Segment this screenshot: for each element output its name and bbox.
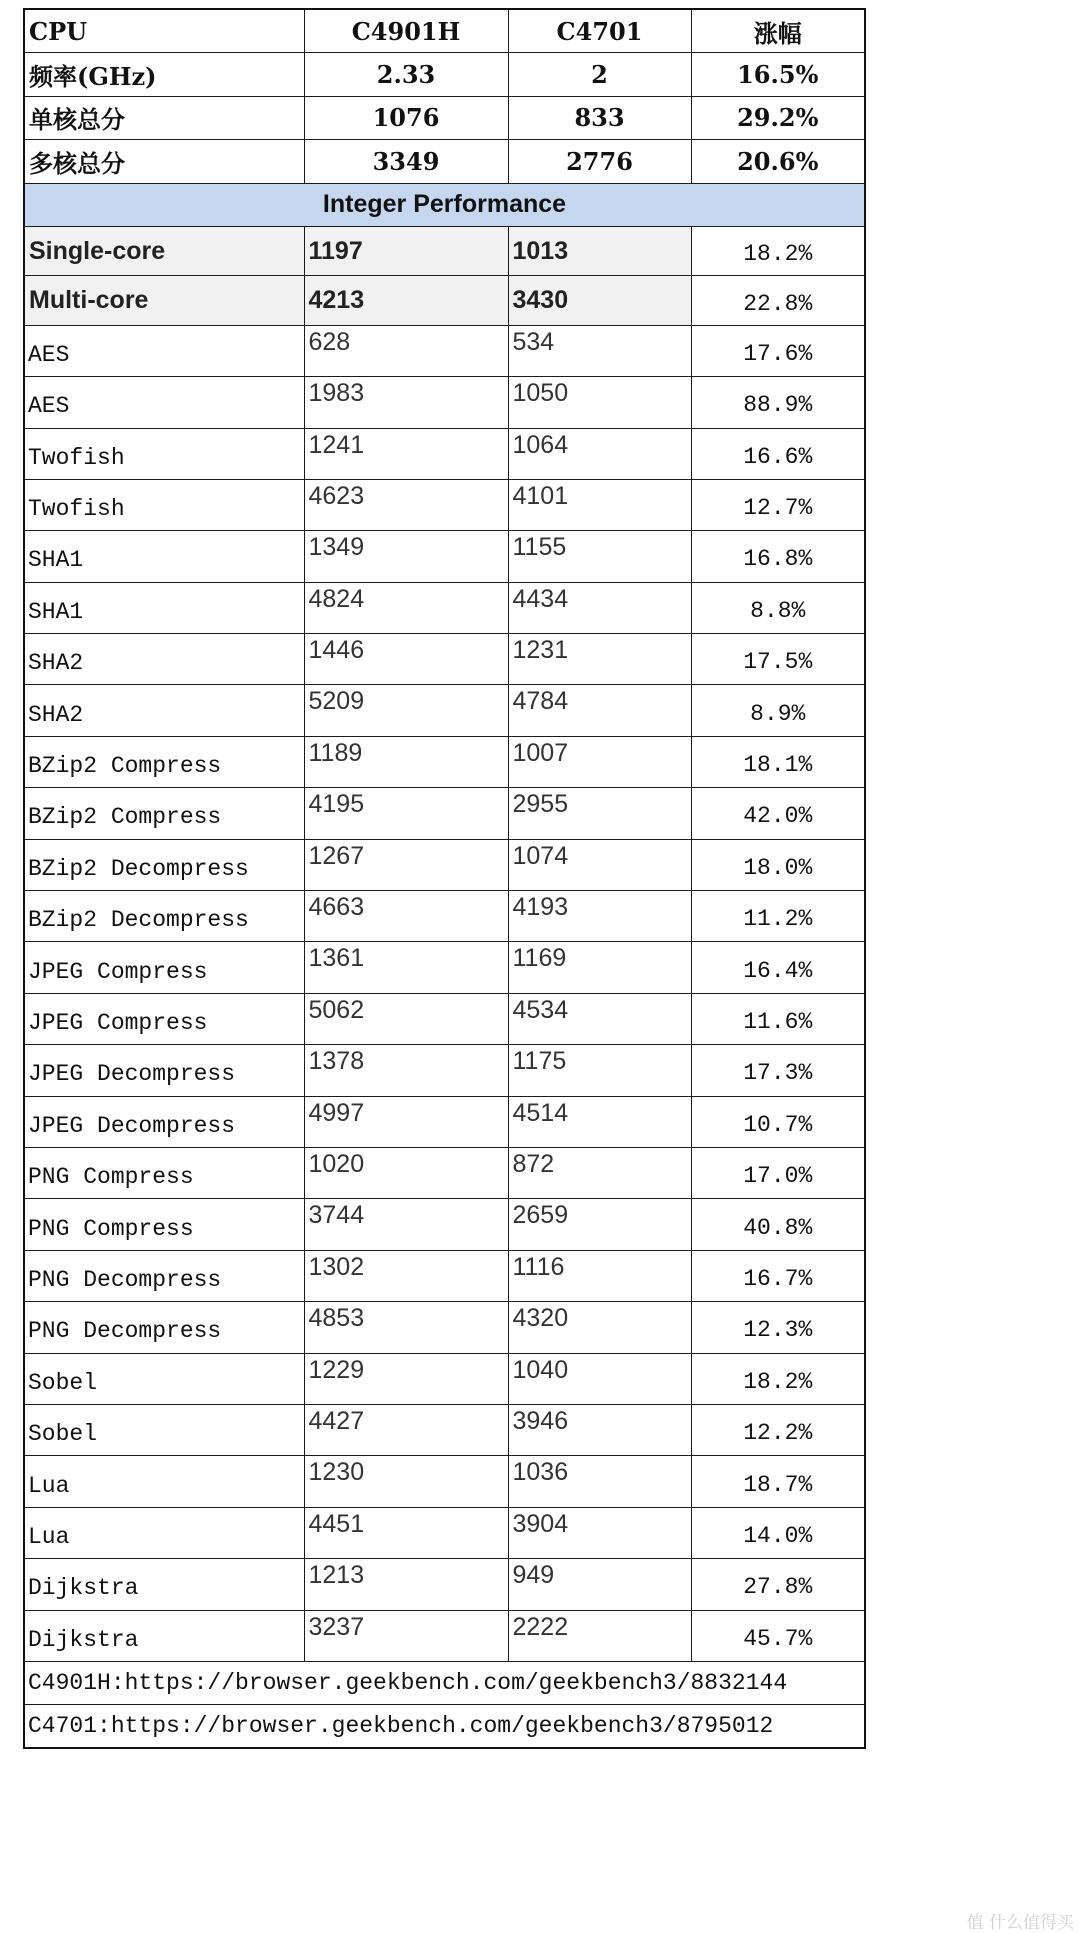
- c4701-value: 2659: [508, 1199, 691, 1250]
- row-label: JPEG Decompress: [24, 1096, 304, 1147]
- c4901h-value: 4997: [304, 1096, 508, 1147]
- c4901h-value: 1020: [304, 1147, 508, 1198]
- row-label: Lua: [24, 1456, 304, 1507]
- row-label: Lua: [24, 1507, 304, 1558]
- c4701-value: 3946: [508, 1404, 691, 1455]
- increase-value: 12.7%: [691, 479, 865, 530]
- c4701-value: 1116: [508, 1250, 691, 1301]
- c4901h-value: 1229: [304, 1353, 508, 1404]
- c4901h-value: 4451: [304, 1507, 508, 1558]
- c4701-value: 1155: [508, 531, 691, 582]
- c4701-value: 2222: [508, 1610, 691, 1661]
- table-row: [24, 531, 865, 582]
- table-row: [24, 942, 865, 993]
- c4701-value: 949: [508, 1559, 691, 1610]
- increase-value: 16.6%: [691, 428, 865, 479]
- row-label: Twofish: [24, 428, 304, 479]
- c4901h-value: 2.33: [304, 53, 508, 96]
- increase-value: 18.7%: [691, 1456, 865, 1507]
- increase-value: 8.8%: [691, 582, 865, 633]
- increase-value: 16.8%: [691, 531, 865, 582]
- c4901h-value: 628: [304, 325, 508, 376]
- c4901h-value: 4623: [304, 479, 508, 530]
- row-label: 单核总分: [24, 96, 304, 139]
- increase-value: 17.6%: [691, 325, 865, 376]
- c4701-value: 2776: [508, 140, 691, 183]
- table-row: [24, 1507, 865, 1558]
- table-row: [24, 1353, 865, 1404]
- increase-value: 16.5%: [691, 53, 865, 96]
- increase-value: 40.8%: [691, 1199, 865, 1250]
- table-row: [24, 1302, 865, 1353]
- increase-value: 14.0%: [691, 1507, 865, 1558]
- benchmark-table: [23, 8, 866, 1749]
- c4901h-value: 3744: [304, 1199, 508, 1250]
- c4701-value: 4784: [508, 685, 691, 736]
- table-row: [24, 1456, 865, 1507]
- row-label: BZip2 Compress: [24, 736, 304, 787]
- c4701-value: 1007: [508, 736, 691, 787]
- row-label: BZip2 Compress: [24, 788, 304, 839]
- table-row: [24, 1404, 865, 1455]
- table-row: [24, 428, 865, 479]
- c4701-value: 534: [508, 325, 691, 376]
- row-label: SHA2: [24, 685, 304, 736]
- row-label: SHA2: [24, 634, 304, 685]
- row-label: Sobel: [24, 1353, 304, 1404]
- table-row: [24, 1610, 865, 1661]
- row-label: AES: [24, 377, 304, 428]
- c4901h-value: 1446: [304, 634, 508, 685]
- c4901h-value: 1349: [304, 531, 508, 582]
- watermark: 值 什么值得买: [966, 1913, 1074, 1933]
- c4701-value: 2955: [508, 788, 691, 839]
- row-label: PNG Decompress: [24, 1250, 304, 1301]
- c4701-value: 4514: [508, 1096, 691, 1147]
- table-row: [24, 891, 865, 942]
- row-label: PNG Compress: [24, 1147, 304, 1198]
- c4701-value: 4320: [508, 1302, 691, 1353]
- section-header-row: [24, 183, 865, 226]
- c4901h-value: 1230: [304, 1456, 508, 1507]
- row-label: SHA1: [24, 582, 304, 633]
- summary-row-single-core: [24, 226, 865, 275]
- increase-value: 22.8%: [691, 276, 865, 325]
- c4901h-value: 3349: [304, 140, 508, 183]
- increase-value: 10.7%: [691, 1096, 865, 1147]
- summary-row-multi-core: [24, 276, 865, 325]
- increase-value: 18.2%: [691, 226, 865, 275]
- c4901h-value: 1197: [304, 226, 508, 275]
- c4901h-value: 4427: [304, 1404, 508, 1455]
- row-label: AES: [24, 325, 304, 376]
- column-header-c4901h: C4901H: [304, 9, 508, 53]
- c4901h-value: 1241: [304, 428, 508, 479]
- c4901h-value: 1213: [304, 1559, 508, 1610]
- c4701-value: 1050: [508, 377, 691, 428]
- row-label: BZip2 Decompress: [24, 891, 304, 942]
- row-label: BZip2 Decompress: [24, 839, 304, 890]
- c4701-value: 1040: [508, 1353, 691, 1404]
- single-core-total-row: [24, 96, 865, 139]
- table-row: [24, 1250, 865, 1301]
- increase-value: 29.2%: [691, 96, 865, 139]
- row-label: 频率(GHz): [24, 53, 304, 96]
- c4701-value: 1013: [508, 226, 691, 275]
- increase-value: 45.7%: [691, 1610, 865, 1661]
- table-row: [24, 377, 865, 428]
- row-label: Dijkstra: [24, 1610, 304, 1661]
- increase-value: 17.5%: [691, 634, 865, 685]
- c4701-value: 2: [508, 53, 691, 96]
- table-row: [24, 993, 865, 1044]
- c4701-value: 1064: [508, 428, 691, 479]
- multi-core-total-row: [24, 140, 865, 183]
- table-row: [24, 1147, 865, 1198]
- c4701-value: 1231: [508, 634, 691, 685]
- c4901h-value: 4824: [304, 582, 508, 633]
- c4701-value: 3904: [508, 1507, 691, 1558]
- row-label: PNG Decompress: [24, 1302, 304, 1353]
- row-label: SHA1: [24, 531, 304, 582]
- increase-value: 17.0%: [691, 1147, 865, 1198]
- row-label: Sobel: [24, 1404, 304, 1455]
- row-label: Single-core: [24, 226, 304, 275]
- c4701-value: 4434: [508, 582, 691, 633]
- row-label: JPEG Compress: [24, 993, 304, 1044]
- column-header-c4701: C4701: [508, 9, 691, 53]
- c4901h-value: 1189: [304, 736, 508, 787]
- c4701-value: 1036: [508, 1456, 691, 1507]
- source-row-c4701: [24, 1704, 865, 1748]
- c4901h-value: 4663: [304, 891, 508, 942]
- c4901h-value: 4853: [304, 1302, 508, 1353]
- increase-value: 18.1%: [691, 736, 865, 787]
- c4701-value: 3430: [508, 276, 691, 325]
- c4901h-value: 1361: [304, 942, 508, 993]
- column-header-increase: 涨幅: [691, 9, 865, 53]
- c4901h-value: 1983: [304, 377, 508, 428]
- table-row: [24, 634, 865, 685]
- increase-value: 16.4%: [691, 942, 865, 993]
- table-row: [24, 325, 865, 376]
- row-label: 多核总分: [24, 140, 304, 183]
- table-row: [24, 736, 865, 787]
- table-row: [24, 1045, 865, 1096]
- c4701-value: 872: [508, 1147, 691, 1198]
- table-row: [24, 582, 865, 633]
- increase-value: 88.9%: [691, 377, 865, 428]
- table-row: [24, 1199, 865, 1250]
- increase-value: 18.2%: [691, 1353, 865, 1404]
- increase-value: 8.9%: [691, 685, 865, 736]
- table-header-row: [24, 9, 865, 53]
- source-row-c4901h: [24, 1661, 865, 1704]
- table-row: [24, 788, 865, 839]
- c4901h-value: 4213: [304, 276, 508, 325]
- c4901h-value: 1076: [304, 96, 508, 139]
- row-label: Multi-core: [24, 276, 304, 325]
- increase-value: 18.0%: [691, 839, 865, 890]
- c4901h-value: 1267: [304, 839, 508, 890]
- row-label: JPEG Decompress: [24, 1045, 304, 1096]
- row-label: Twofish: [24, 479, 304, 530]
- row-label: Dijkstra: [24, 1559, 304, 1610]
- c4701-value: 1175: [508, 1045, 691, 1096]
- frequency-row: [24, 53, 865, 96]
- increase-value: 20.6%: [691, 140, 865, 183]
- c4701-value: 1074: [508, 839, 691, 890]
- c4901h-value: 1378: [304, 1045, 508, 1096]
- table-row: [24, 479, 865, 530]
- source-link-c4701[interactable]: C4701:https://browser.geekbench.com/geekbench3/8795012: [24, 1704, 865, 1748]
- table-row: [24, 1559, 865, 1610]
- row-label: PNG Compress: [24, 1199, 304, 1250]
- table-row: [24, 685, 865, 736]
- increase-value: 11.2%: [691, 891, 865, 942]
- c4701-value: 4101: [508, 479, 691, 530]
- increase-value: 16.7%: [691, 1250, 865, 1301]
- c4701-value: 1169: [508, 942, 691, 993]
- column-header-cpu: CPU: [24, 9, 304, 53]
- c4901h-value: 1302: [304, 1250, 508, 1301]
- c4901h-value: 3237: [304, 1610, 508, 1661]
- section-title: Integer Performance: [24, 183, 865, 226]
- row-label: JPEG Compress: [24, 942, 304, 993]
- c4901h-value: 5209: [304, 685, 508, 736]
- increase-value: 12.2%: [691, 1404, 865, 1455]
- increase-value: 42.0%: [691, 788, 865, 839]
- c4701-value: 4193: [508, 891, 691, 942]
- increase-value: 27.8%: [691, 1559, 865, 1610]
- c4901h-value: 5062: [304, 993, 508, 1044]
- increase-value: 12.3%: [691, 1302, 865, 1353]
- c4701-value: 4534: [508, 993, 691, 1044]
- increase-value: 17.3%: [691, 1045, 865, 1096]
- c4901h-value: 4195: [304, 788, 508, 839]
- table-row: [24, 1096, 865, 1147]
- table-row: [24, 839, 865, 890]
- source-link-c4901h[interactable]: C4901H:https://browser.geekbench.com/geekbench3/8832144: [24, 1661, 865, 1704]
- increase-value: 11.6%: [691, 993, 865, 1044]
- c4701-value: 833: [508, 96, 691, 139]
